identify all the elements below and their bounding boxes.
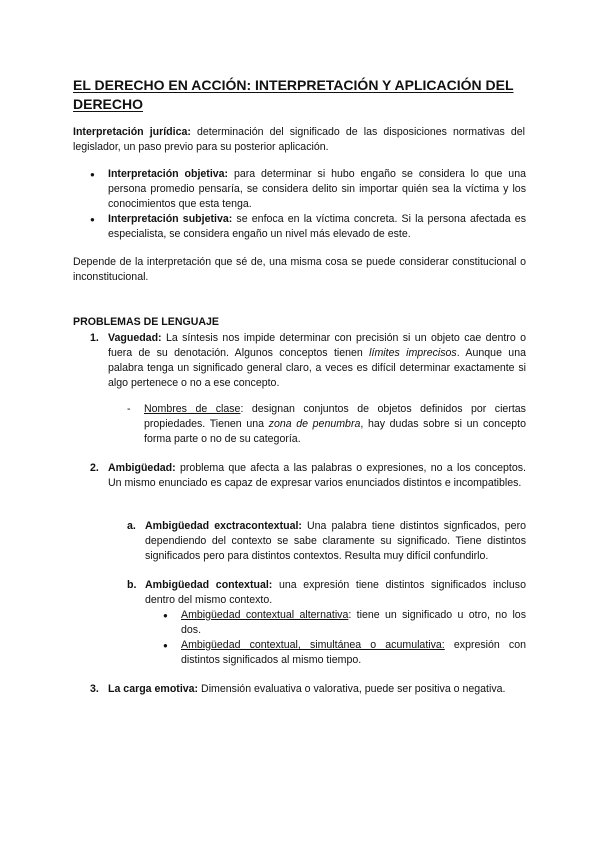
- nombres-clase-text-a: : designan conjuntos de objetos definidos por ciertas propiedades. Tienen una: [144, 403, 526, 430]
- alternativa-paragraph: [181, 608, 526, 638]
- extracontextual-term: Ambigüedad exctracontextual:: [145, 520, 302, 532]
- vaguedad-text-a: La síntesis nos impide determinar con precisión si un objeto cae dentro o fuera de su denotación. Algunos conceptos tienen: [108, 332, 526, 359]
- extracontextual-letter: a.: [127, 520, 136, 532]
- section-heading: PROBLEMAS DE LENGUAJE: [73, 316, 219, 328]
- interpretacion-subjetiva: [108, 212, 526, 242]
- nombres-clase-dash: -: [127, 403, 131, 415]
- subjetiva-term: Interpretación subjetiva:: [108, 213, 233, 225]
- carga-paragraph: [108, 682, 538, 697]
- document-title: EL DERECHO EN ACCIÓN: INTERPRETACIÓN Y APLICACIÓN DEL DERECHO: [73, 77, 514, 112]
- contextual-letter: b.: [127, 579, 137, 591]
- simultanea-text: expresión con distintos significados al mismo tiempo.: [181, 639, 526, 666]
- carga-text: Dimensión evaluativa o valorativa, puede ser positiva o negativa.: [198, 683, 506, 695]
- vaguedad-term: Vaguedad:: [108, 332, 162, 344]
- simultanea-term: Ambigüedad contextual, simultánea o acumulativa:: [181, 639, 445, 651]
- contextual-text: una expresión tiene distintos significados incluso dentro del mismo contexto.: [145, 579, 526, 606]
- alternativa-term: Ambigüedad contextual alternativa: [181, 609, 349, 621]
- ambiguedad-text: problema que afecta a las palabras o expresiones, no a los conceptos. Un mismo enunciado es capaz de expresar varios enunciados distintos e incompatibles.: [108, 462, 526, 489]
- objetiva-term: Interpretación objetiva:: [108, 168, 229, 180]
- nombres-clase-italic: zona de penumbra: [268, 418, 361, 430]
- intro-term: Interpretación jurídica:: [73, 126, 191, 138]
- depends-paragraph: Depende de la interpretación que sé de, una misma cosa se puede considerar constitucional o inconstitucional.: [73, 256, 526, 283]
- simultanea-bullet: ●: [163, 641, 168, 650]
- ambiguedad-term: Ambigüedad:: [108, 462, 176, 474]
- nombres-clase-term: Nombres de clase: [144, 403, 241, 415]
- nombres-clase-paragraph: [144, 402, 526, 447]
- contextual-paragraph: [145, 578, 526, 608]
- alternativa-bullet: ●: [163, 611, 168, 620]
- vaguedad-text-b: . Aunque una palabra tenga un significado general claro, a veces es difícil determinar exactamente si algo pertenece o no a ese concepto.: [108, 347, 526, 389]
- extracontextual-paragraph: [145, 519, 526, 564]
- intro-text: determinación del significado de las disposiciones normativas del legislador, un paso previo para su posterior aplicación.: [73, 126, 525, 153]
- objetiva-text: para determinar si hubo engaño se considera lo que una persona promedio pensaría, se considera delito sin importar quién sea la víctima y los conocimientos que esta tenga.: [108, 168, 526, 210]
- ambiguedad-paragraph: [108, 461, 526, 491]
- subjetiva-text: se enfoca en la víctima concreta. Si la persona afectada es especialista, se considera engaño un nivel más elevado de este.: [108, 213, 526, 240]
- vaguedad-paragraph: [108, 331, 526, 391]
- vaguedad-italic: límites imprecisos: [369, 347, 457, 359]
- carga-number: 3.: [90, 683, 99, 695]
- alternativa-text: : tiene un significado u otro, no los dos.: [181, 609, 526, 636]
- extracontextual-text: Una palabra tiene distintos signficados, pero dependiendo del contexto se sabe claramente su significado. Tiene distintos significados pero para distintos contextos. Resulta muy difícil confundirlo.: [145, 520, 526, 562]
- interpretacion-objetiva: [108, 167, 526, 212]
- bullet-subjetiva: ●: [90, 215, 95, 224]
- nombres-clase-text-b: , hay dudas sobre si un concepto forma parte o no de su categoría.: [144, 418, 526, 445]
- bullet-objetiva: ●: [90, 170, 95, 179]
- simultanea-paragraph: [181, 638, 526, 668]
- contextual-term: Ambigüedad contextual:: [145, 579, 273, 591]
- intro-paragraph: [73, 125, 525, 155]
- vaguedad-number: 1.: [90, 332, 99, 344]
- carga-term: La carga emotiva:: [108, 683, 199, 695]
- ambiguedad-number: 2.: [90, 462, 99, 474]
